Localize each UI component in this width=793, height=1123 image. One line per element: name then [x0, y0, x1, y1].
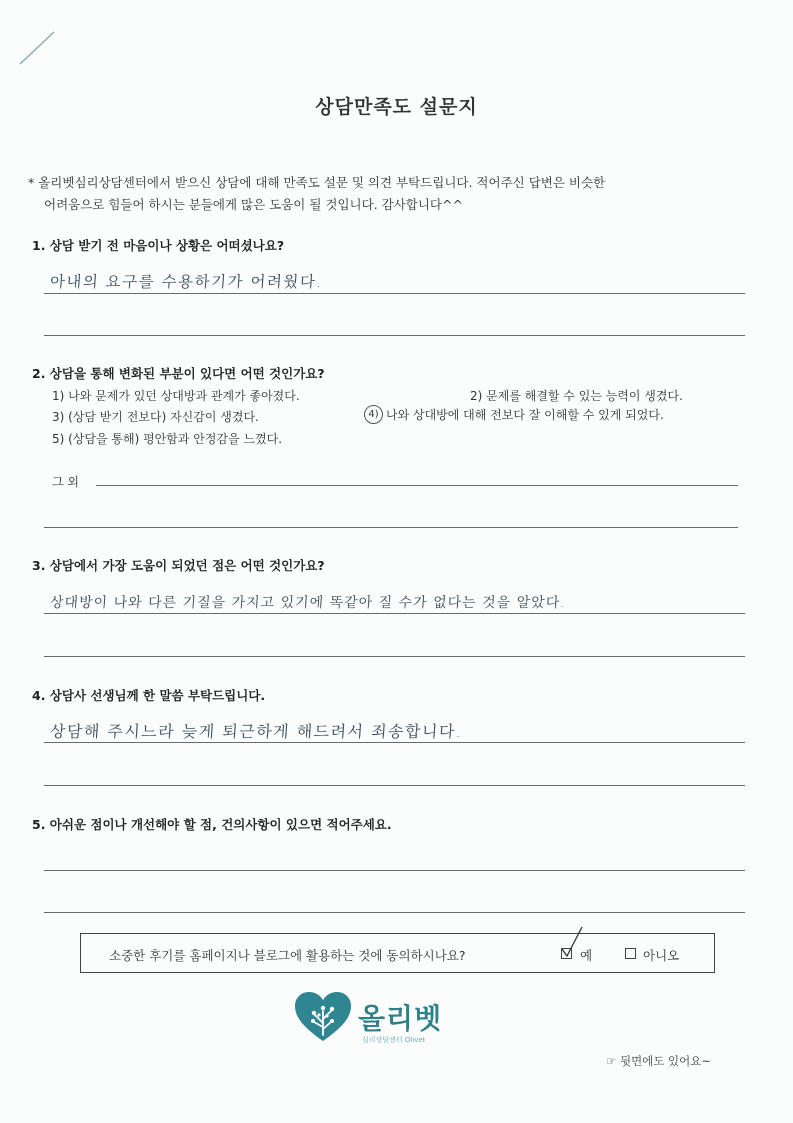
option-1[interactable]: 1) 나와 문제가 있던 상대방과 관계가 좋아졌다.	[52, 389, 300, 403]
answer-1[interactable]: 아내의 요구를 수용하기가 어려웠다.	[49, 273, 324, 291]
option-3[interactable]: 3) (상담 받기 전보다) 자신감이 생겼다.	[52, 410, 259, 424]
answer-3-line-2	[44, 656, 745, 657]
answer-4-line-2	[44, 785, 745, 786]
consent-question: 소중한 후기를 홈페이지나 블로그에 활용하는 것에 동의하시나요?	[109, 948, 466, 963]
other-line[interactable]	[96, 485, 738, 486]
olivet-heart-logo-icon	[293, 991, 353, 1043]
option-4-label: 나와 상대방에 대해 전보다 잘 이해할 수 있게 되었다.	[386, 408, 664, 422]
answer-1-line	[44, 293, 745, 294]
intro-text	[28, 172, 748, 216]
answer-1-line-2	[44, 335, 745, 336]
question-5: 5. 아쉬운 점이나 개선해야 할 점, 건의사항이 있으면 적어주세요.	[32, 817, 392, 832]
logo-wordmark: 올리벳	[358, 1002, 443, 1035]
answer-3[interactable]: 상대방이 나와 다른 기질을 가지고 있기에 똑같아 질 수가 없다는 것을 알았다.	[49, 595, 567, 611]
option-4[interactable]	[364, 405, 664, 424]
option-4-number: 4)	[368, 409, 379, 420]
consent-no-checkbox[interactable]	[625, 948, 636, 959]
answer-4-line	[44, 742, 745, 743]
backside-note: ☞ 뒷면에도 있어요~	[606, 1054, 712, 1068]
consent-yes-label[interactable]: 예	[580, 948, 593, 963]
logo-subtitle: 심리상담센터 Olivet	[362, 1036, 426, 1044]
consent-no-label[interactable]: 아니오	[643, 948, 680, 963]
page-title: 상담만족도 설문지	[315, 96, 478, 118]
other-label: 그 외	[52, 475, 79, 489]
question-1: 1. 상담 받기 전 마음이나 상황은 어떠셨나요?	[32, 238, 285, 253]
question-2: 2. 상담을 통해 변화된 부분이 있다면 어떤 것인가요?	[32, 366, 325, 381]
other-line-2[interactable]	[44, 527, 738, 528]
selected-circle-mark	[364, 405, 383, 424]
answer-5-line[interactable]	[44, 870, 745, 871]
question-4: 4. 상담사 선생님께 한 말씀 부탁드립니다.	[32, 688, 266, 703]
answer-3-line	[44, 613, 745, 614]
question-3: 3. 상담에서 가장 도움이 되었던 점은 어떤 것인가요?	[32, 558, 325, 573]
pen-mark	[14, 26, 58, 70]
answer-4[interactable]: 상담해 주시느라 늦게 퇴근하게 해드려서 죄송합니다.	[49, 722, 464, 741]
answer-5-line-2[interactable]	[44, 912, 745, 913]
option-2[interactable]: 2) 문제를 해결할 수 있는 능력이 생겼다.	[470, 389, 683, 403]
intro-line-1: * 올리벳심리상담센터에서 받으신 상담에 대해 만족도 설문 및 의견 부탁드립니다. 적어주신 답변은 비슷한	[28, 175, 606, 190]
option-5[interactable]: 5) (상담을 통해) 평안함과 안정감을 느꼈다.	[52, 432, 283, 446]
intro-line-2: 어려움으로 힘들어 하시는 분들에게 많은 도움이 될 것입니다. 감사합니다^^	[44, 197, 463, 212]
